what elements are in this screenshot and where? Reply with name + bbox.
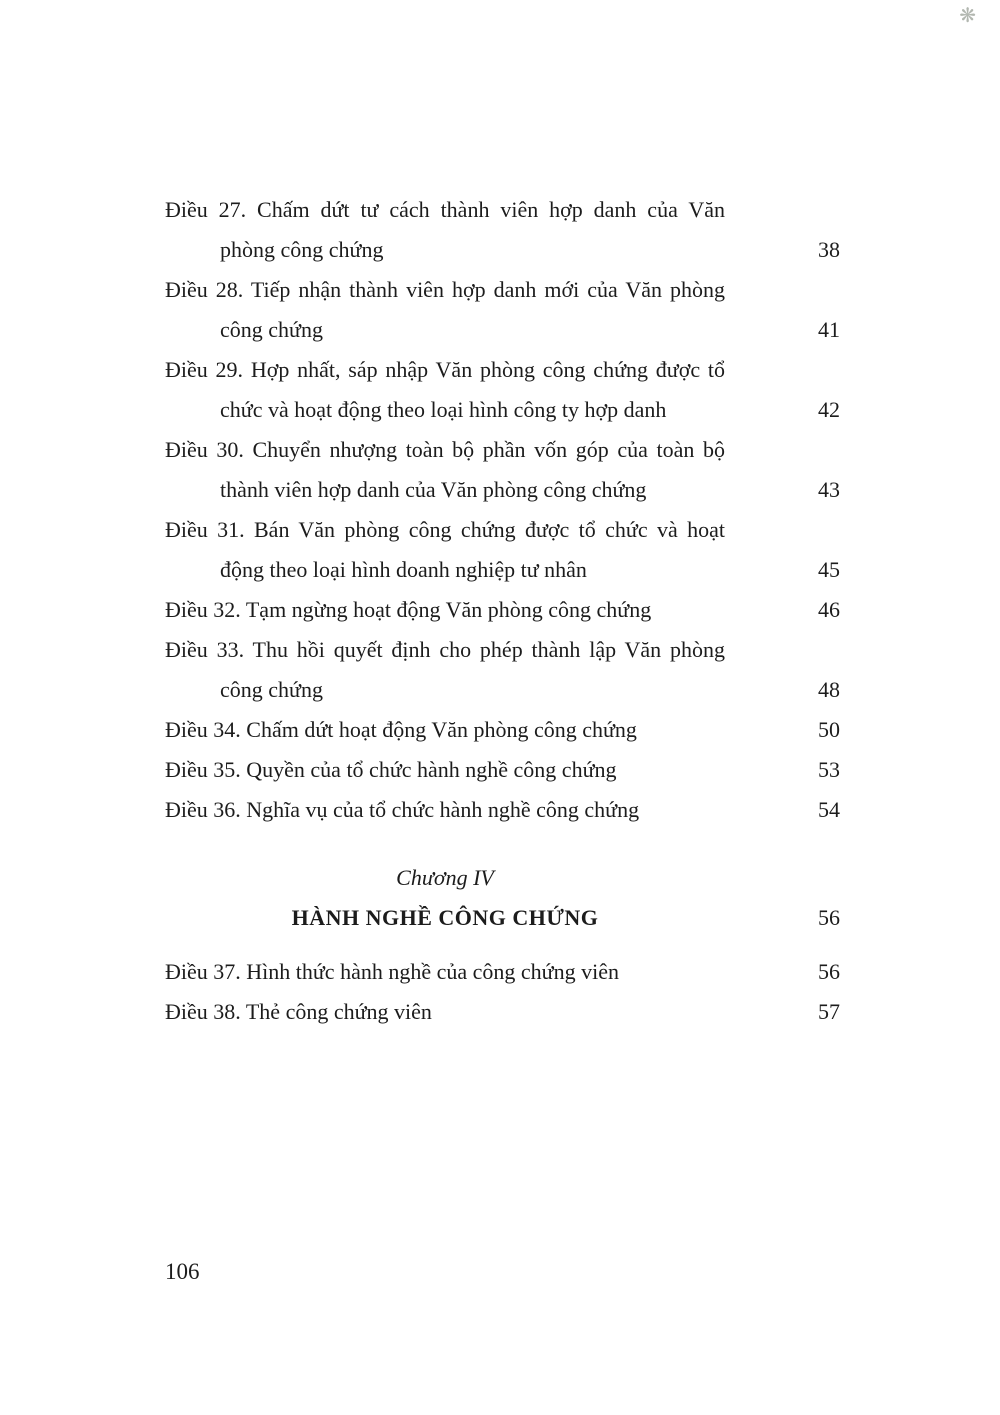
toc-entry: [165, 430, 840, 510]
toc-entry-text: Điều 33. Thu hồi quyết định cho phép thành lập Văn phòng công chứng: [165, 637, 725, 702]
toc-entry: [165, 350, 840, 430]
toc-entry: [165, 590, 840, 630]
chapter-page-number: 56: [818, 905, 840, 930]
toc-entry-text: Điều 36. Nghĩa vụ của tổ chức hành nghề công chứng: [165, 797, 640, 822]
toc-entry-page: 48: [818, 677, 840, 702]
toc-list-after-chapter: [165, 952, 840, 1032]
toc-entry-text: Điều 32. Tạm ngừng hoạt động Văn phòng công chứng: [165, 597, 652, 622]
flower-icon: ❋: [959, 5, 976, 27]
toc-entry-text: Điều 29. Hợp nhất, sáp nhập Văn phòng công chứng được tổ chức và hoạt động theo loại hình công ty hợp danh: [165, 357, 725, 422]
toc-entry-page: 53: [818, 757, 840, 782]
toc-entry: [165, 270, 840, 350]
toc-entry-page: 45: [818, 557, 840, 582]
toc-entry-page: 54: [818, 797, 840, 822]
toc-entry-text: Điều 31. Bán Văn phòng công chứng được tổ chức và hoạt động theo loại hình doanh nghiệp tư nhân: [165, 517, 725, 582]
toc-chapter-heading: [165, 858, 840, 938]
toc-entry: [165, 992, 840, 1032]
toc-content: [165, 190, 840, 1032]
toc-entry-page: 41: [818, 317, 840, 342]
toc-entry-page: 46: [818, 597, 840, 622]
toc-entry: [165, 510, 840, 590]
toc-entry-text: Điều 37. Hình thức hành nghề của công chứng viên: [165, 959, 619, 984]
toc-entry-page: 42: [818, 397, 840, 422]
toc-entry: [165, 710, 840, 750]
toc-entry: [165, 630, 840, 710]
footer-page-number: 106: [165, 1259, 200, 1284]
toc-entry: [165, 790, 840, 830]
chapter-title: HÀNH NGHỀ CÔNG CHỨNG: [291, 905, 599, 930]
toc-entry-text: Điều 38. Thẻ công chứng viên: [165, 999, 432, 1024]
toc-entry-page: 38: [818, 237, 840, 262]
toc-entry: [165, 190, 840, 270]
toc-entry-text: Điều 30. Chuyển nhượng toàn bộ phần vốn góp của toàn bộ thành viên hợp danh của Văn phòng công chứng: [165, 437, 725, 502]
toc-entry-page: 57: [818, 999, 840, 1024]
toc-entry-page: 56: [818, 959, 840, 984]
toc-entry: [165, 750, 840, 790]
toc-list-before-chapter: [165, 190, 840, 830]
toc-entry-page: 50: [818, 717, 840, 742]
chapter-label: Chương IV: [396, 865, 494, 890]
toc-entry-text: Điều 28. Tiếp nhận thành viên hợp danh mới của Văn phòng công chứng: [165, 277, 725, 342]
toc-entry: [165, 952, 840, 992]
toc-entry-page: 43: [818, 477, 840, 502]
toc-entry-text: Điều 27. Chấm dứt tư cách thành viên hợp danh của Văn phòng công chứng: [165, 197, 725, 262]
toc-entry-text: Điều 35. Quyền của tổ chức hành nghề công chứng: [165, 757, 617, 782]
chapter-title-row: [165, 898, 840, 938]
toc-entry-text: Điều 34. Chấm dứt hoạt động Văn phòng công chứng: [165, 717, 637, 742]
